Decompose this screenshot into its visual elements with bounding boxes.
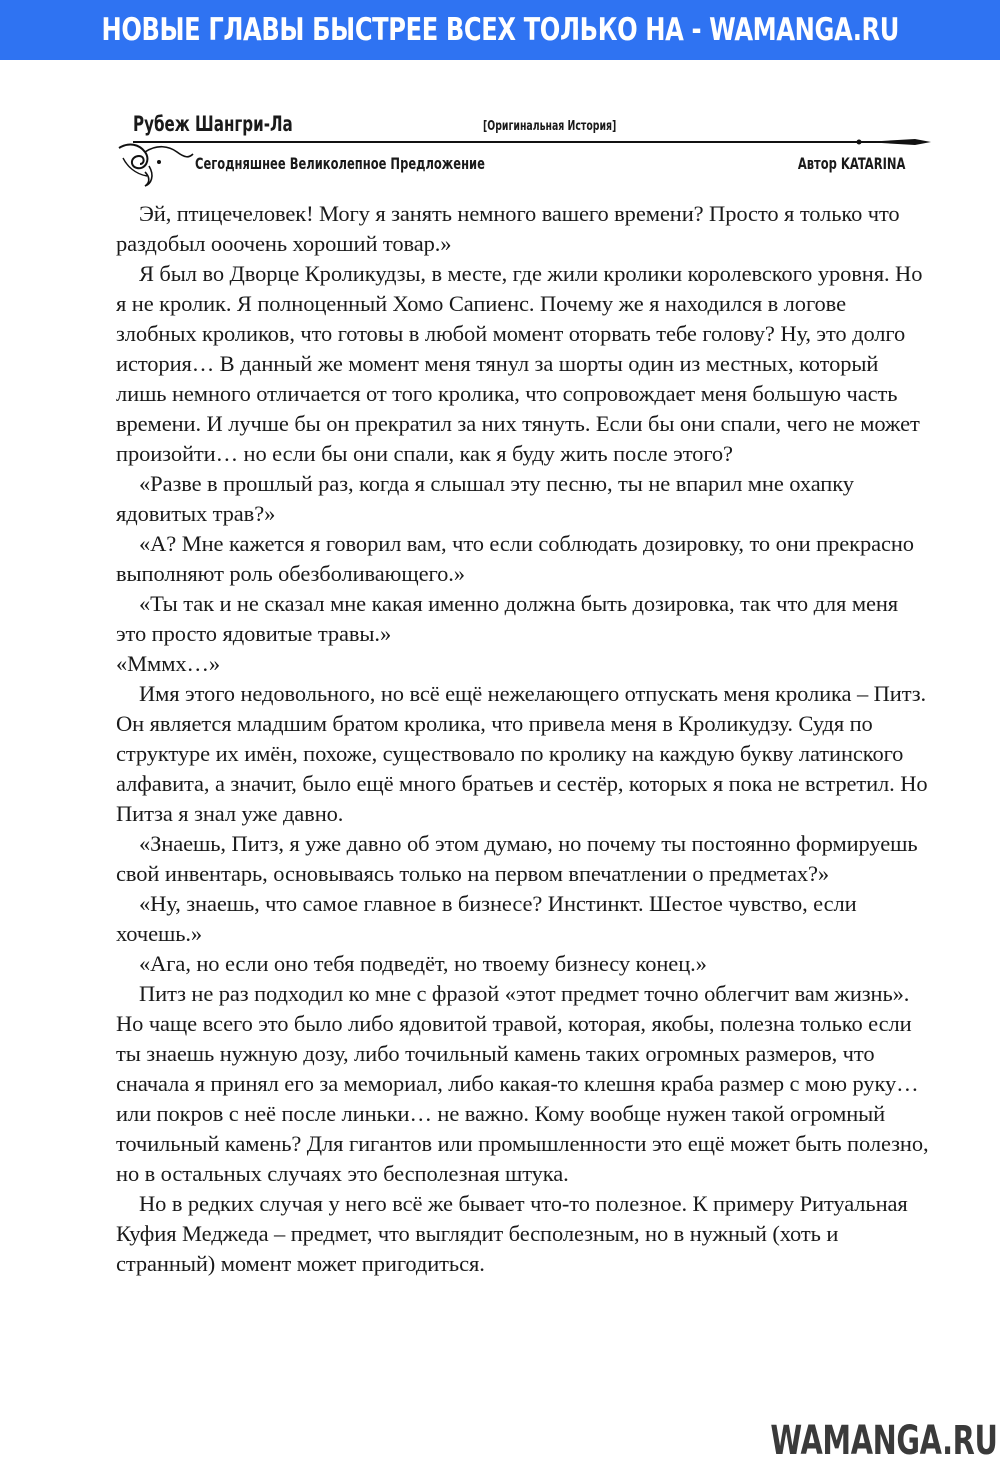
header-divider bbox=[133, 141, 913, 143]
paragraph: Эй, птицечеловек! Могу я занять немного вашего времени? Просто я только что раздобыл ооочень хороший товар.» bbox=[116, 201, 900, 256]
promo-banner[interactable] bbox=[0, 0, 1000, 60]
paragraph: «Ты так и не сказал мне какая именно должна быть дозировка, так что для меня это просто ядовитые травы.» bbox=[116, 591, 899, 646]
paragraph: «Ну, знаешь, что самое главное в бизнесе? Инстинкт. Шестое чувство, если хочешь.» bbox=[116, 891, 857, 946]
paragraph: Но в редких случая у него всё же бывает что-то полезное. К примеру Ритуальная Куфия Меджеда – предмет, что выглядит бесполезным, но в нужный (хоть и странный) момент может пригодиться. bbox=[116, 1191, 908, 1276]
paragraph: Питз не раз подходил ко мне с фразой «этот предмет точно облегчит вам жизнь». Но чаще всего это было либо ядовитой травой, которая, якобы, полезна только если ты знаешь нужную дозу, либо точильный камень таких огромных размеров, что сначала я принял его за мемориал, либо какая-то клешня краба размер с мою руку… или покров с неё после линьки… не важно. Кому вообще нужен такой огромный точильный камень? Для гигантов или промышленности это ещё может быть полезно, но в остальных случаях это бесполезная штука. bbox=[116, 981, 929, 1186]
paragraph: Я был во Дворце Кроликудзы, в месте, где жили кролики королевского уровня. Но я не кролик. Я полноценный Хомо Сапиенс. Почему же я находился в логове злобных кроликов, что готовы в любой момент оторвать тебе голову? Ну, это долго история… В данный же момент меня тянул за шорты один из местных, который лишь немного отличается от того кролика, что сопровождает меня большую часть времени. И лучше бы он прекратил за них тянуть. Если бы они спали, чего не может произойти… но если бы они спали, как я буду жить после этого? bbox=[116, 261, 923, 466]
arrow-ornament-icon bbox=[855, 134, 935, 150]
chapter-title: Сегодняшнее Великолепное Предложение bbox=[195, 154, 485, 173]
paragraph: «Ага, но если оно тебя подведёт, но твоему бизнесу конец.» bbox=[139, 951, 707, 976]
promo-banner-text: НОВЫЕ ГЛАВЫ БЫСТРЕЕ ВСЕХ ТОЛЬКО НА - WAMANGA.RU bbox=[101, 12, 899, 48]
chapter-text bbox=[116, 199, 931, 1279]
paragraph: «Разве в прошлый раз, когда я слышал эту песню, ты не впарил мне охапку ядовитых трав?» bbox=[116, 471, 854, 526]
book-tag: [Оригинальная История] bbox=[483, 119, 617, 134]
book-title: Рубеж Шангри-Ла bbox=[133, 112, 293, 136]
page-header bbox=[115, 108, 935, 188]
paragraph: «Мммх…» bbox=[116, 651, 221, 676]
author-credit: Автор KATARINA bbox=[797, 154, 905, 173]
site-logo[interactable]: WAMANGA.RU bbox=[770, 1418, 998, 1464]
paragraph: «А? Мне кажется я говорил вам, что если соблюдать дозировку, то они прекрасно выполняют роль обезболивающего.» bbox=[116, 531, 914, 586]
flourish-ornament-icon bbox=[115, 136, 195, 188]
paragraph: «Знаешь, Питз, я уже давно об этом думаю, но почему ты постоянно формируешь свой инвентарь, основываясь только на первом впечатлении о предметах?» bbox=[116, 831, 918, 886]
paragraph: Имя этого недовольного, но всё ещё нежелающего отпускать меня кролика – Питз. Он является младшим братом кролика, что привела меня в Кроликудзу. Судя по структуре их имён, похоже, существовало по кролику на каждую букву латинского алфавита, а значит, было ещё много братьев и сестёр, которых я пока не встретил. Но Питза я знал уже давно. bbox=[116, 681, 928, 826]
